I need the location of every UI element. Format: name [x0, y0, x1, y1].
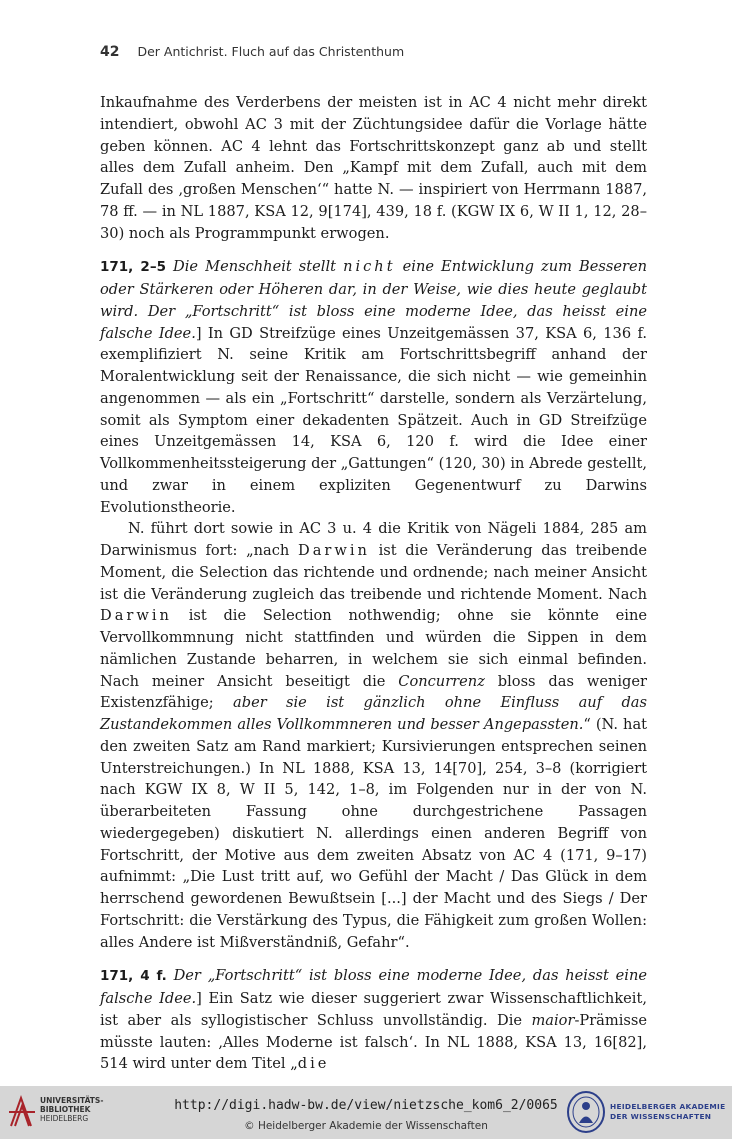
permalink-url[interactable]: http://digi.hadw-bw.de/view/nietzsche_kom6_2/0065: [174, 1098, 558, 1113]
text-run: ist die Selection nothwendig; ohne sie könnte eine Vervollkommnung nicht stattfinden und würden die Sippen in dem nämlichen Zustande beharren, in welchem sie sich einmal befinden. Nach meiner Ansicht beseitigt die: [100, 607, 647, 690]
academy-seal-icon: [566, 1090, 606, 1134]
lemma-quote-cont: eine Entwicklung zum Besseren oder Stärkeren oder Höheren dar, in der Weise, wie dies heute geglaubt wird. Der „Fortschritt“ ist bloss eine moderne Idee, das heisst eine falsche Idee.: [100, 258, 648, 342]
running-header: [100, 44, 646, 60]
text-run: N. führt dort sowie in AC 3 u. 4 die Kritik von Nägeli 1884, 285 am Darwinismus fort: „nach: [100, 520, 647, 559]
text-run: -Prämisse müsste lauten: ‚Alles Moderne ist falsch‘. In NL 1888, KSA 13, 16[82], 514 wird unter dem Titel „: [100, 1011, 647, 1073]
commentary-body: [100, 92, 647, 1075]
logo-line: BIBLIOTHEK: [40, 1105, 91, 1114]
spaced-emphasis: die: [297, 1055, 330, 1073]
running-title: Der Antichrist. Fluch auf das Christenthum: [137, 44, 405, 59]
page-number: 42: [100, 44, 120, 60]
italic-quote: aber sie ist gänzlich ohne Einfluss auf das Zustandekommen alles Vollkommneren und besser Angepassten.: [100, 694, 647, 733]
italic-term: Concurrenz: [398, 672, 485, 690]
text-run: bloss das weniger Existenzfähige;: [100, 672, 647, 712]
text-run: ] Ein Satz wie dieser suggeriert zwar Wissenschaftlichkeit, ist aber als syllogistischer Schluss unvollständig. Die: [100, 990, 647, 1029]
copyright-notice: © Heidelberger Akademie der Wissenschaften: [244, 1120, 488, 1132]
digitization-footer: [0, 1086, 732, 1139]
paragraph-4: [100, 965, 647, 1075]
lemma-quote: Der „Fortschritt“ ist bloss eine moderne Idee, das heisst eine falsche Idee.: [100, 967, 647, 1007]
text-run: ist die Veränderung das treibende Moment, die Selection das richtende und ordnende; nach meiner Ansicht ist die Veränderung zugleich das treibende und richtende Moment. Nach: [100, 542, 648, 603]
spaced-emphasis: Darwin: [298, 542, 370, 559]
spaced-emphasis: nicht: [343, 258, 396, 276]
lemma-reference: 171, 4 f.: [100, 968, 167, 985]
commentary-text: ] In GD Streifzüge eines Unzeitgemässen 37, KSA 6, 136 f. exemplifiziert N. seine Kritik am Fortschrittsbegriff anhand der Moralentwicklung seit der Renaissance, die sich nicht — wie gemeinhin angenommen — als ein „Fortschritt“ darstelle, sondern als Verzärtelung, somit als Symptom einer dekadenten Spätzeit. Auch in GD Streifzüge eines Unzeitgemässen 14, KSA 6, 120 f. wird die Idee einer Vollkommenheitssteigerung der „Gattungen“ (120, 30) in Abrede gestellt, und zwar in einem expliziten Gegenentwurf zu Darwins Evolutionstheorie.: [100, 324, 647, 516]
academy-name: [610, 1102, 725, 1122]
paragraph-1: Inkaufnahme des Verderbens der meisten ist in AC 4 nicht mehr direkt intendiert, obwohl AC 3 mit der Züchtungsidee dafür die Vorlage hätte geben können. AC 4 lehnt das Fortschrittskonzept ganz ab und stellt alles dem Zufall anheim. Den „Kampf mit dem Zufall, auch mit dem Zufall des ‚großen Menschen‘“ hatte N. — inspiriert von Herrmann 1887, 78 ff. — in NL 1887, KSA 12, 9[174], 439, 18 f. (KGW IX 6, W II 1, 12, 28–30) noch als Programmpunkt erwogen.: [100, 94, 647, 242]
logo-line: UNIVERSITÄTS-: [40, 1096, 104, 1105]
logo-line: HEIDELBERGER AKADEMIE: [610, 1102, 726, 1111]
logo-line: HEIDELBERG: [40, 1114, 89, 1123]
logo-line: DER WISSENSCHAFTEN: [610, 1112, 712, 1121]
text-run: “ (N. hat den zweiten Satz am Rand markiert; Kursivierungen entsprechen seinen Unterstreichungen.) In NL 1888, KSA 13, 14[70], 254, 3–8 (korrigiert nach KGW IX 8, W II 5, 142, 1–8, im Folgenden nur in der von N. überarbeiteten Fassung ohne durchgestrichene Passagen wiedergegeben) diskutiert N. allerdings einen anderen Begriff von Fortschritt, der Motive aus dem zweiten Absatz von AC 4 (171, 9–17) aufnimmt: „Die Lust tritt auf, wo Gefühl der Macht / Das Glück in dem herrschend gewordenen Bewußtsein [...] der Macht und des Siegs / Der Fortschritt: die Verstärkung des Typus, die Fähigkeit zum großen Wollen: alles Andere ist Mißverständniß, Gefahr“.: [100, 716, 648, 951]
italic-term: maior: [531, 1011, 575, 1029]
lemma-reference: 171, 2–5: [100, 259, 166, 276]
lemma-quote: Die Menschheit stellt: [165, 258, 344, 276]
paragraph-2: [100, 256, 647, 518]
paragraph-3: [100, 518, 647, 953]
spaced-emphasis: Darwin: [100, 607, 172, 625]
